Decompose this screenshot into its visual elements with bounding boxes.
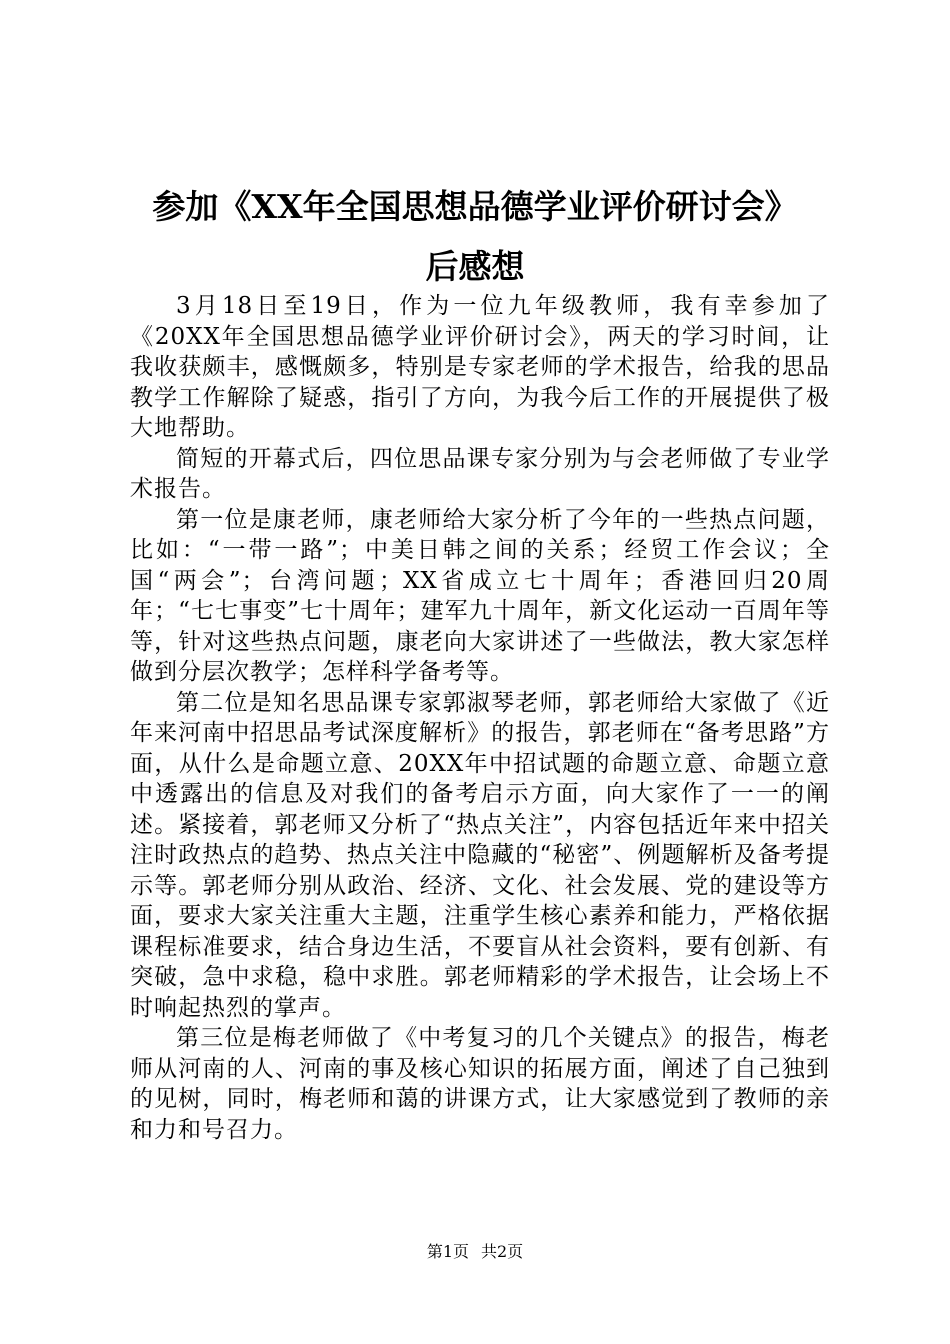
paragraph-5: 第三位是梅老师做了《中考复习的几个关键点》的报告，梅老师从河南的人、河南的事及核心知识的拓展方面，阐述了自己独到的见树，同时，梅老师和蔼的讲课方式，让大家感觉到了教师的亲和力和号召力。 bbox=[130, 1025, 830, 1143]
paragraph-3: 第一位是康老师，康老师给大家分析了今年的一些热点问题，比如：“一带一路”；中美日韩之间的关系；经贸工作会议；全国“两会”；台湾问题；XX省成立七十周年；香港回归20周年；“七七事变”七十周年；建军九十周年，新文化运动一百周年等等，针对这些热点问题，康老向大家讲述了一些做法，教大家怎样做到分层次教学；怎样科学备考等。 bbox=[130, 506, 830, 685]
document-title-line-2: 后感想 bbox=[425, 247, 525, 286]
paragraph-4: 第二位是知名思品课专家郭淑琴老师，郭老师给大家做了《近年来河南中招思品考试深度解析》的报告，郭老师在“备考思路”方面，从什么是命题立意、20XX年中招试题的命题立意、命题立意中透露出的信息及对我们的备考启示方面，向大家作了一一的阐述。紧接着，郭老师又分析了“热点关注”，内容包括近年来中招关注时政热点的趋势、热点关注中隐藏的“秘密”、例题解析及备考提示等。郭老师分别从政治、经济、文化、社会发展、党的建设等方面，要求大家关注重大主题，注重学生核心素养和能力，严格依据课程标准要求，结合身边生活，不要盲从社会资料，要有创新、有突破，急中求稳，稳中求胜。郭老师精彩的学术报告，让会场上不时响起热烈的掌声。 bbox=[130, 689, 830, 1021]
document-title-line-1: 参加《XX年全国思想品德学业评价研讨会》 bbox=[152, 187, 798, 226]
page-footer bbox=[0, 1240, 950, 1264]
page-total: 共2页 bbox=[481, 1242, 524, 1261]
paragraph-2: 简短的开幕式后，四位思品课专家分别为与会老师做了专业学术报告。 bbox=[130, 445, 830, 502]
document-body bbox=[130, 291, 830, 1145]
paragraph-1: 3月18日至19日，作为一位九年级教师，我有幸参加了《20XX年全国思想品德学业评价研讨会》，两天的学习时间，让我收获颇丰，感慨颇多，特别是专家老师的学术报告，给我的思品教学工作解除了疑惑，指引了方向，为我今后工作的开展提供了极大地帮助。 bbox=[130, 293, 830, 441]
page-number: 第1页 bbox=[426, 1242, 469, 1261]
